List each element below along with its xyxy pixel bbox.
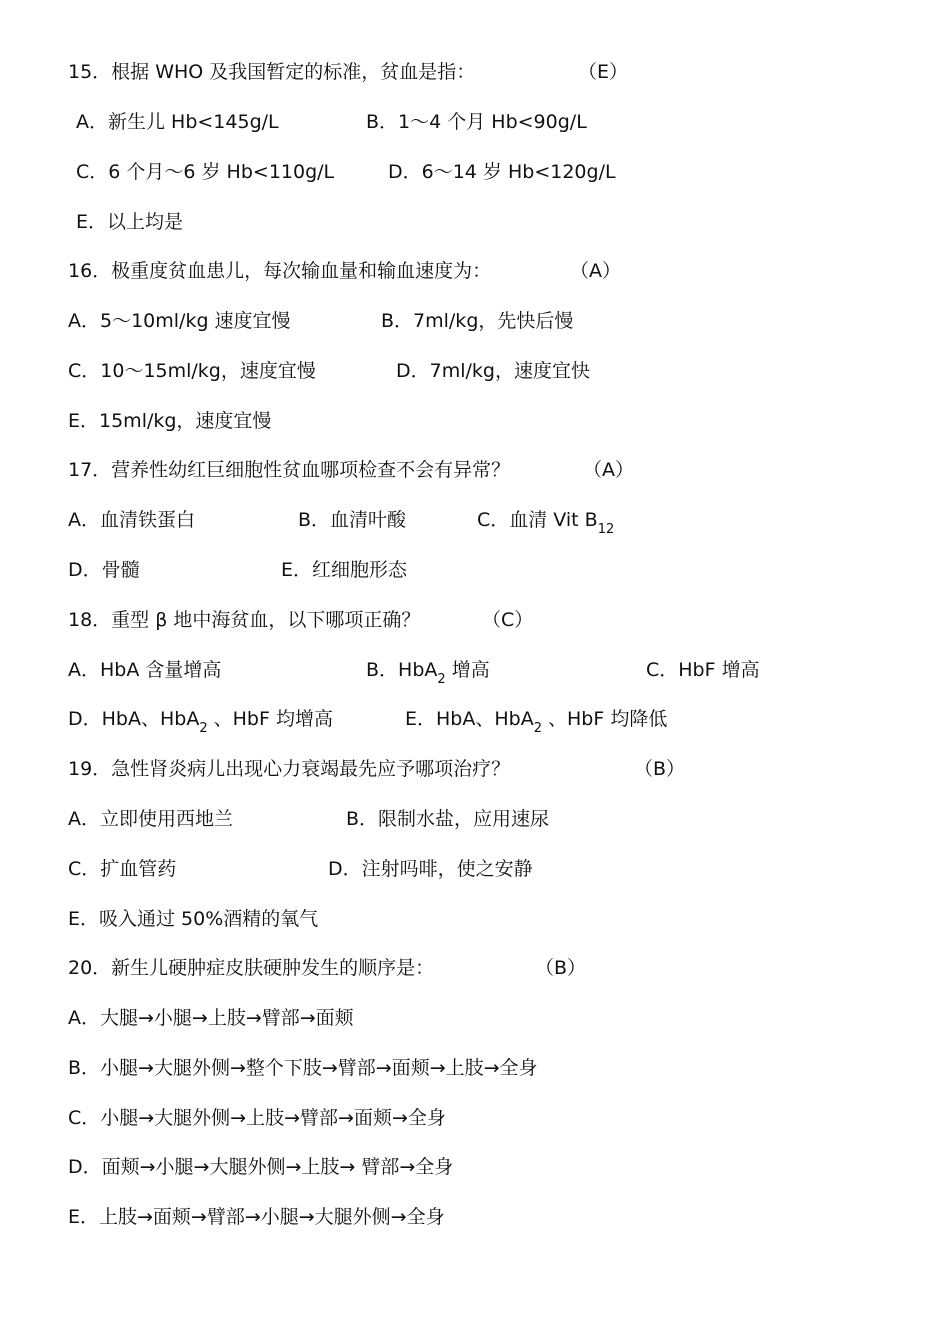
option-c: C．小腿→大腿外侧→上肢→臂部→面颊→全身	[68, 1107, 446, 1129]
option-a: A．血清铁蛋白	[68, 509, 195, 531]
option-a: A．大腿→小腿→上肢→臂部→面颊	[68, 1007, 354, 1029]
option-e: E．15ml/kg，速度宜慢	[68, 410, 272, 432]
option-e: E．HbA、HbA$_2$ 、HbF 均降低	[405, 708, 668, 736]
answer-key: （B）	[535, 957, 587, 979]
option-a: A．立即使用西地兰	[68, 808, 233, 830]
option-a: A．5～10ml/kg 速度宜慢	[68, 310, 291, 332]
option-e: E．红细胞形态	[281, 559, 408, 581]
option-d: D．7ml/kg，速度宜快	[396, 360, 590, 382]
question-stem: 20．新生儿硬肿症皮肤硬肿发生的顺序是：	[68, 957, 435, 979]
option-d: D．面颊→小腿→大腿外侧→上肢→ 臂部→全身	[68, 1156, 454, 1178]
option-b: B．小腿→大腿外侧→整个下肢→臂部→面颊→上肢→全身	[68, 1057, 538, 1079]
answer-key: （B）	[634, 758, 686, 780]
question-stem: 16．极重度贫血患儿，每次输血量和输血速度为：	[68, 260, 492, 282]
option-a: A．HbA 含量增高	[68, 659, 222, 681]
answer-key: （A）	[570, 260, 621, 282]
option-e: E．吸入通过 50%酒精的氧气	[68, 908, 319, 930]
question-stem: 19．急性肾炎病儿出现心力衰竭最先应予哪项治疗？	[68, 758, 511, 780]
option-c: C．扩血管药	[68, 858, 177, 880]
option-b: B．限制水盐，应用速尿	[346, 808, 550, 830]
option-b: B．7ml/kg，先快后慢	[381, 310, 574, 332]
answer-key: （E）	[578, 61, 629, 83]
option-d: D．HbA、HbA$_2$ 、HbF 均增高	[68, 708, 333, 736]
option-e: E．上肢→面颊→臂部→小腿→大腿外侧→全身	[68, 1206, 445, 1228]
option-d: D．骨髓	[68, 559, 140, 581]
option-c: C．血清 Vit $B_{12}$	[477, 509, 615, 537]
option-e: E．以上均是	[76, 211, 184, 233]
option-c: C．6 个月～6 岁 Hb<110g/L	[76, 161, 335, 183]
option-d: D．注射吗啡，使之安静	[328, 858, 533, 880]
option-b: B．HbA$_2$ 增高	[366, 659, 490, 687]
option-b: B．血清叶酸	[298, 509, 407, 531]
question-stem: 15．根据 WHO 及我国暂定的标准，贫血是指：	[68, 61, 476, 83]
answer-key: （C）	[482, 609, 534, 631]
option-d: D．6～14 岁 Hb<120g/L	[388, 161, 616, 183]
option-c: C．HbF 增高	[646, 659, 760, 681]
answer-key: （A）	[583, 459, 634, 481]
option-c: C．10～15ml/kg，速度宜慢	[68, 360, 316, 382]
question-stem: 18．重型 β 地中海贫血，以下哪项正确？	[68, 609, 421, 631]
option-a: A．新生儿 Hb<145g/L	[76, 111, 279, 133]
option-b: B．1～4 个月 Hb<90g/L	[366, 111, 587, 133]
question-stem: 17．营养性幼红巨细胞性贫血哪项检查不会有异常？	[68, 459, 511, 481]
